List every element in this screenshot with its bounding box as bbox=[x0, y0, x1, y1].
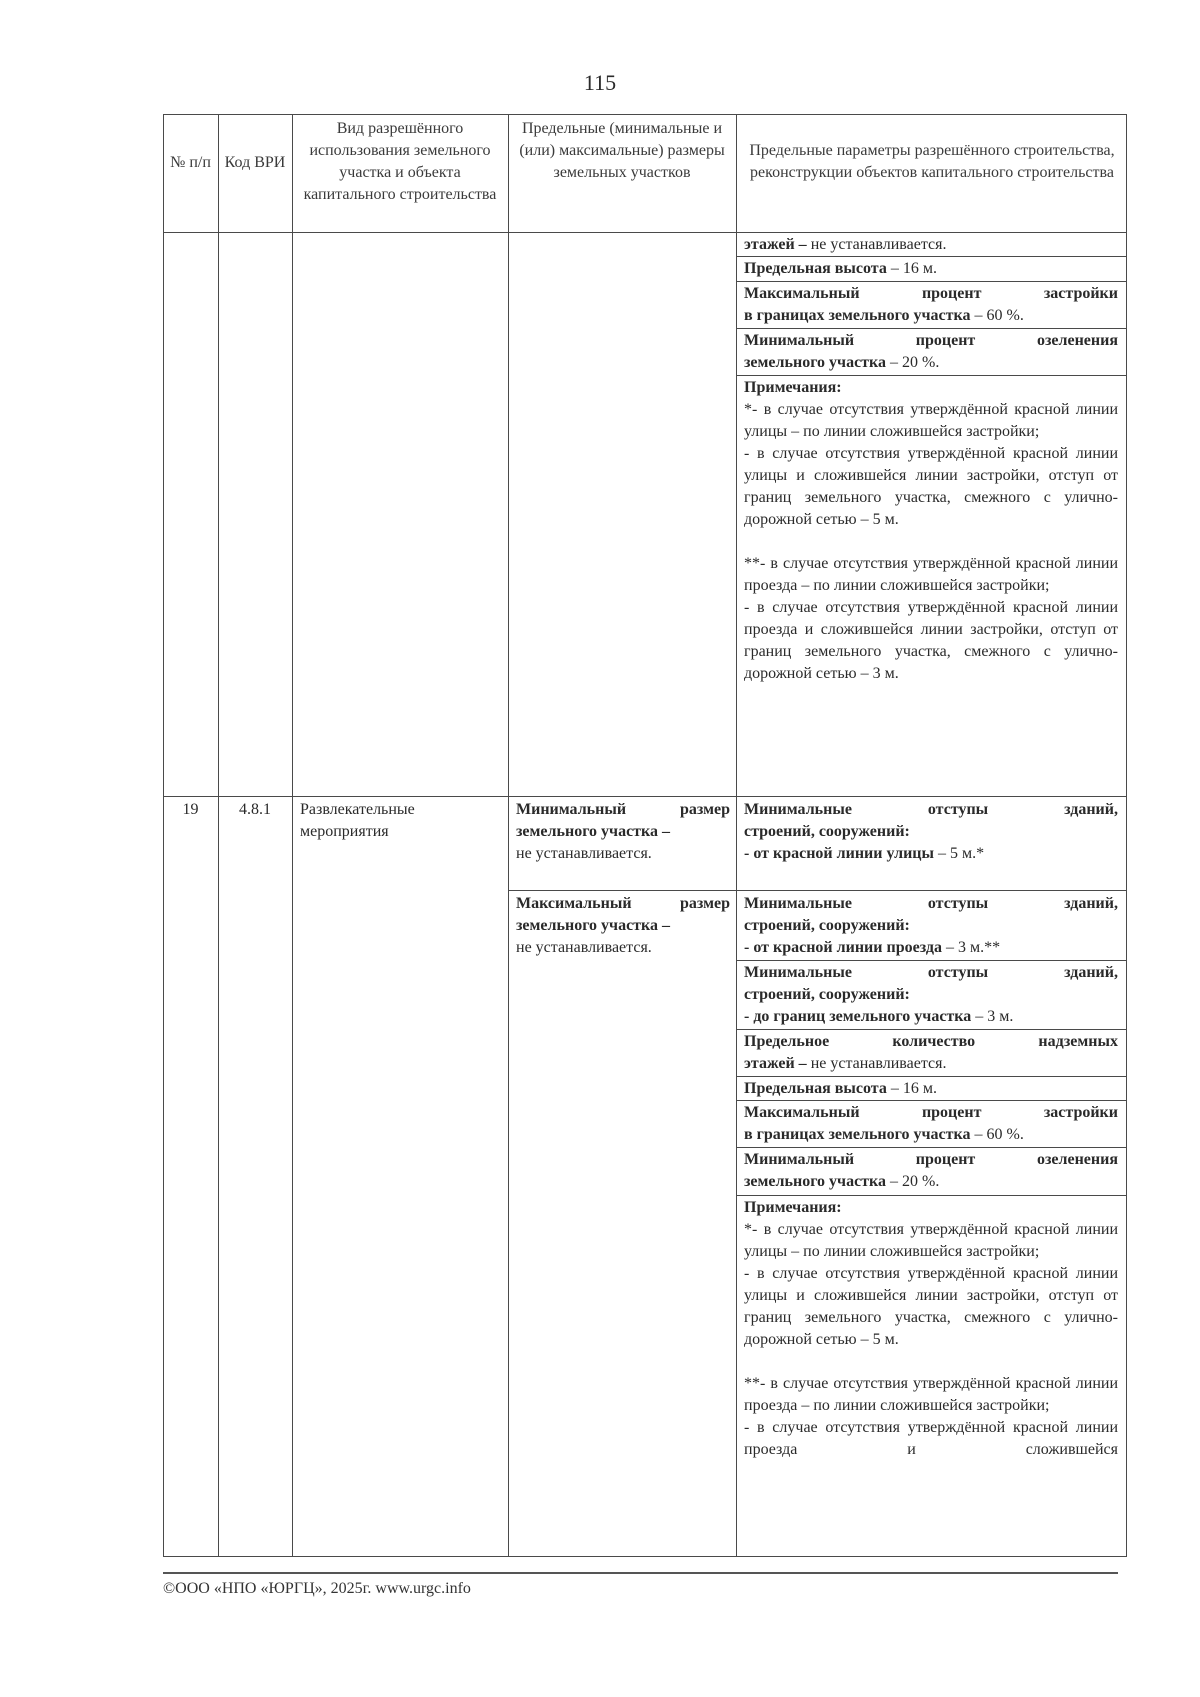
row19-notes: Примечания: *- в случае отсутствия утверждённой красной линии улицы – по линии сложившейся застройки; - в случае отсутствия утверждённой красной линии улицы и сложившейся линии застройки, отступ от границ земельного участка, смежного с улично-дорожной сетью – 5 м. **- в случае отсутствия утверждённой красной линии проезда – по линии сложившейся застройки; - в случае отсутствия утверждённой красной линии проезда и сложившейся bbox=[744, 1199, 1118, 1458]
row19-max-percent: Максимальный процент застройки в границах земельного участка – 60 %. bbox=[744, 1104, 1118, 1143]
row-line bbox=[736, 1100, 1127, 1101]
table-border-bottom bbox=[163, 1556, 1127, 1557]
row-line bbox=[736, 890, 1127, 891]
row-line bbox=[736, 281, 1127, 282]
page-number: 115 bbox=[583, 70, 617, 95]
header-params: Предельные параметры разрешённого строительства, реконструкции объектов капитального строительства bbox=[749, 142, 1115, 181]
row19-floors: Предельное количество надземных этажей – не устанавливается. bbox=[744, 1033, 1118, 1072]
row19-offset-border: Минимальные отступы зданий, строений, сооружений: - до границ земельного участка – 3 м. bbox=[744, 964, 1118, 1025]
header-size: Предельные (минимальные и (или) максимальные) размеры земельных участков bbox=[519, 120, 725, 181]
row-line bbox=[736, 1147, 1127, 1148]
header-code: Код ВРИ bbox=[224, 154, 286, 171]
table-border-left bbox=[163, 114, 164, 1556]
row-line bbox=[736, 1076, 1127, 1077]
table-divider-code bbox=[292, 114, 293, 1556]
row19-offset-street: Минимальные отступы зданий, строений, сооружений: - от красной линии улицы – 5 м.* bbox=[744, 801, 1118, 862]
row19-kind: Развлекательные мероприятия bbox=[300, 801, 415, 840]
header-num: № п/п bbox=[170, 154, 211, 171]
row19-min-size: Минимальный размер земельного участка – не устанавливается. bbox=[516, 801, 730, 862]
row-line bbox=[736, 328, 1127, 329]
footer-copyright: ©ООО «НПО «ЮРГЦ», 2025г. www.urgc.info bbox=[163, 1580, 471, 1597]
top-max-percent: Максимальный процент застройки в границах земельного участка – 60 %. bbox=[744, 285, 1118, 324]
row-line bbox=[508, 890, 736, 891]
table-divider-kind bbox=[508, 114, 509, 1556]
header-kind: Вид разрешённого использования земельного участка и объекта капитального строительства bbox=[303, 120, 497, 203]
top-height: Предельная высота – 16 м. bbox=[744, 260, 937, 277]
row19-offset-drive: Минимальные отступы зданий, строений, сооружений: - от красной линии проезда – 3 м.** bbox=[744, 895, 1118, 956]
row-line bbox=[736, 960, 1127, 961]
row19-height: Предельная высота – 16 м. bbox=[744, 1080, 937, 1097]
row-line bbox=[736, 1029, 1127, 1030]
table-border-top bbox=[163, 114, 1127, 115]
row19-num: 19 bbox=[182, 801, 199, 818]
row-line bbox=[736, 375, 1127, 376]
row-line bbox=[736, 256, 1127, 257]
header-bottom bbox=[163, 232, 1127, 233]
row19-min-greening: Минимальный процент озеленения земельного участка – 20 %. bbox=[744, 1151, 1118, 1190]
top-floors-tail: этажей – не устанавливается. bbox=[744, 236, 947, 253]
footer-rule bbox=[163, 1572, 1118, 1574]
row-line bbox=[736, 1195, 1127, 1196]
row19-code: 4.8.1 bbox=[239, 801, 271, 818]
table-divider-num bbox=[218, 114, 219, 1556]
row19-max-size: Максимальный размер земельного участка – не устанавливается. bbox=[516, 895, 730, 956]
table-border-right bbox=[1126, 114, 1127, 1556]
top-notes: Примечания: *- в случае отсутствия утверждённой красной линии улицы – по линии сложившейся застройки; - в случае отсутствия утверждённой красной линии улицы и сложившейся линии застройки, отступ от границ земельного участка, смежного с улично-дорожной сетью – 5 м. **- в случае отсутствия утверждённой красной линии проезда – по линии сложившейся застройки; - в случае отсутствия утверждённой красной линии проезда и сложившейся линии застройки, отступ от границ земельного участка, смежного с улично-дорожной сетью – 3 м. bbox=[744, 379, 1118, 682]
top-min-greening: Минимальный процент озеленения земельного участка – 20 %. bbox=[744, 332, 1118, 371]
row19-top bbox=[163, 796, 1127, 797]
table-divider-size bbox=[736, 114, 737, 1556]
